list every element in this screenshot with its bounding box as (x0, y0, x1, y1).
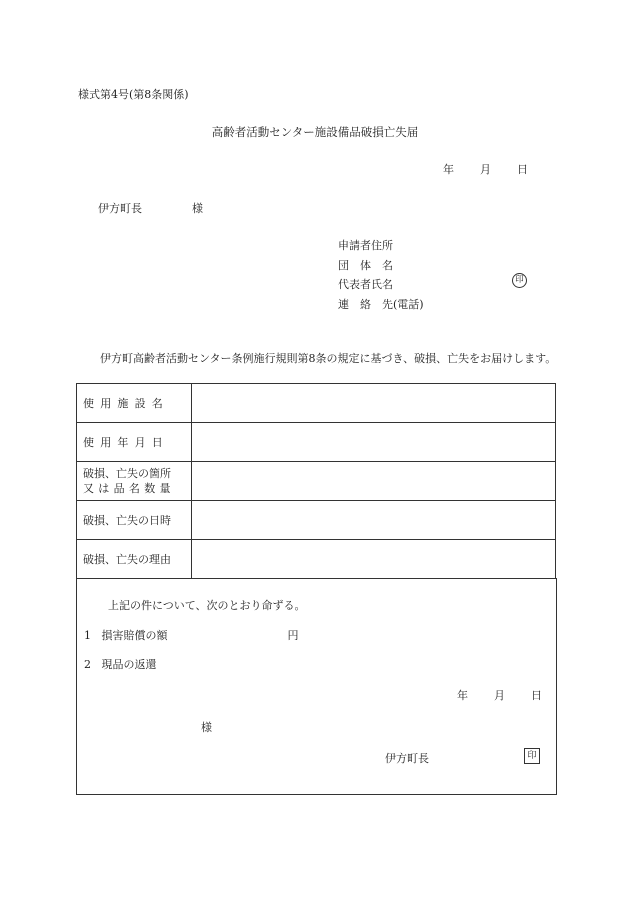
order-mayor: 伊方町長 (385, 752, 429, 765)
table-row (77, 462, 556, 501)
row-label: 破損、亡失の箇所 又は品名数量 (77, 462, 192, 501)
report-table (76, 383, 556, 579)
table-row (77, 540, 556, 579)
row-label: 破損、亡失の理由 (77, 540, 192, 579)
date-day: 日 (517, 163, 528, 176)
row-label: 破損、亡失の日時 (77, 501, 192, 540)
applicant-block (338, 236, 424, 314)
seal-mark: 印 (512, 273, 527, 288)
date-year: 年 (443, 163, 454, 176)
addressee-honorific: 様 (192, 202, 203, 215)
applicant-group-label: 団 体 名 (338, 258, 393, 272)
table-row (77, 384, 556, 423)
form-number: 様式第4号(第8条関係) (78, 88, 189, 101)
form-title: 高齢者活動センター施設備品破損亡失届 (211, 125, 419, 139)
row-label: 使用年月日 (77, 423, 192, 462)
row-value-field[interactable] (192, 384, 556, 423)
order-section (76, 578, 557, 795)
applicant-representative-label: 代表者氏名 (338, 278, 393, 291)
row-label: 使用施設名 (77, 384, 192, 423)
row-value-field[interactable] (192, 462, 556, 501)
submission-date (443, 161, 528, 177)
row-value-field[interactable] (192, 540, 556, 579)
order-intro: 上記の件について、次のとおり命ずる。 (108, 599, 306, 612)
table-row (77, 423, 556, 462)
table-row (77, 501, 556, 540)
order-date: 年 月 日 (457, 689, 542, 702)
mayor-seal-mark: 印 (524, 748, 540, 764)
applicant-contact-label: 連 絡 先(電話) (338, 297, 424, 311)
row-value-field[interactable] (192, 423, 556, 462)
date-month: 月 (480, 163, 491, 176)
addressee-name: 伊方町長 (98, 202, 142, 215)
order-item-compensation: 1 損害賠償の額 円 (84, 629, 299, 642)
applicant-address-label: 申請者住所 (338, 239, 393, 252)
body-text: 伊方町高齢者活動センター条例施行規則第8条の規定に基づき、破損、亡失をお届けします。 (100, 352, 557, 365)
row-value-field[interactable] (192, 501, 556, 540)
order-item-return: 2 現品の返還 (84, 658, 157, 671)
order-honorific: 様 (201, 721, 212, 734)
addressee (98, 200, 203, 216)
